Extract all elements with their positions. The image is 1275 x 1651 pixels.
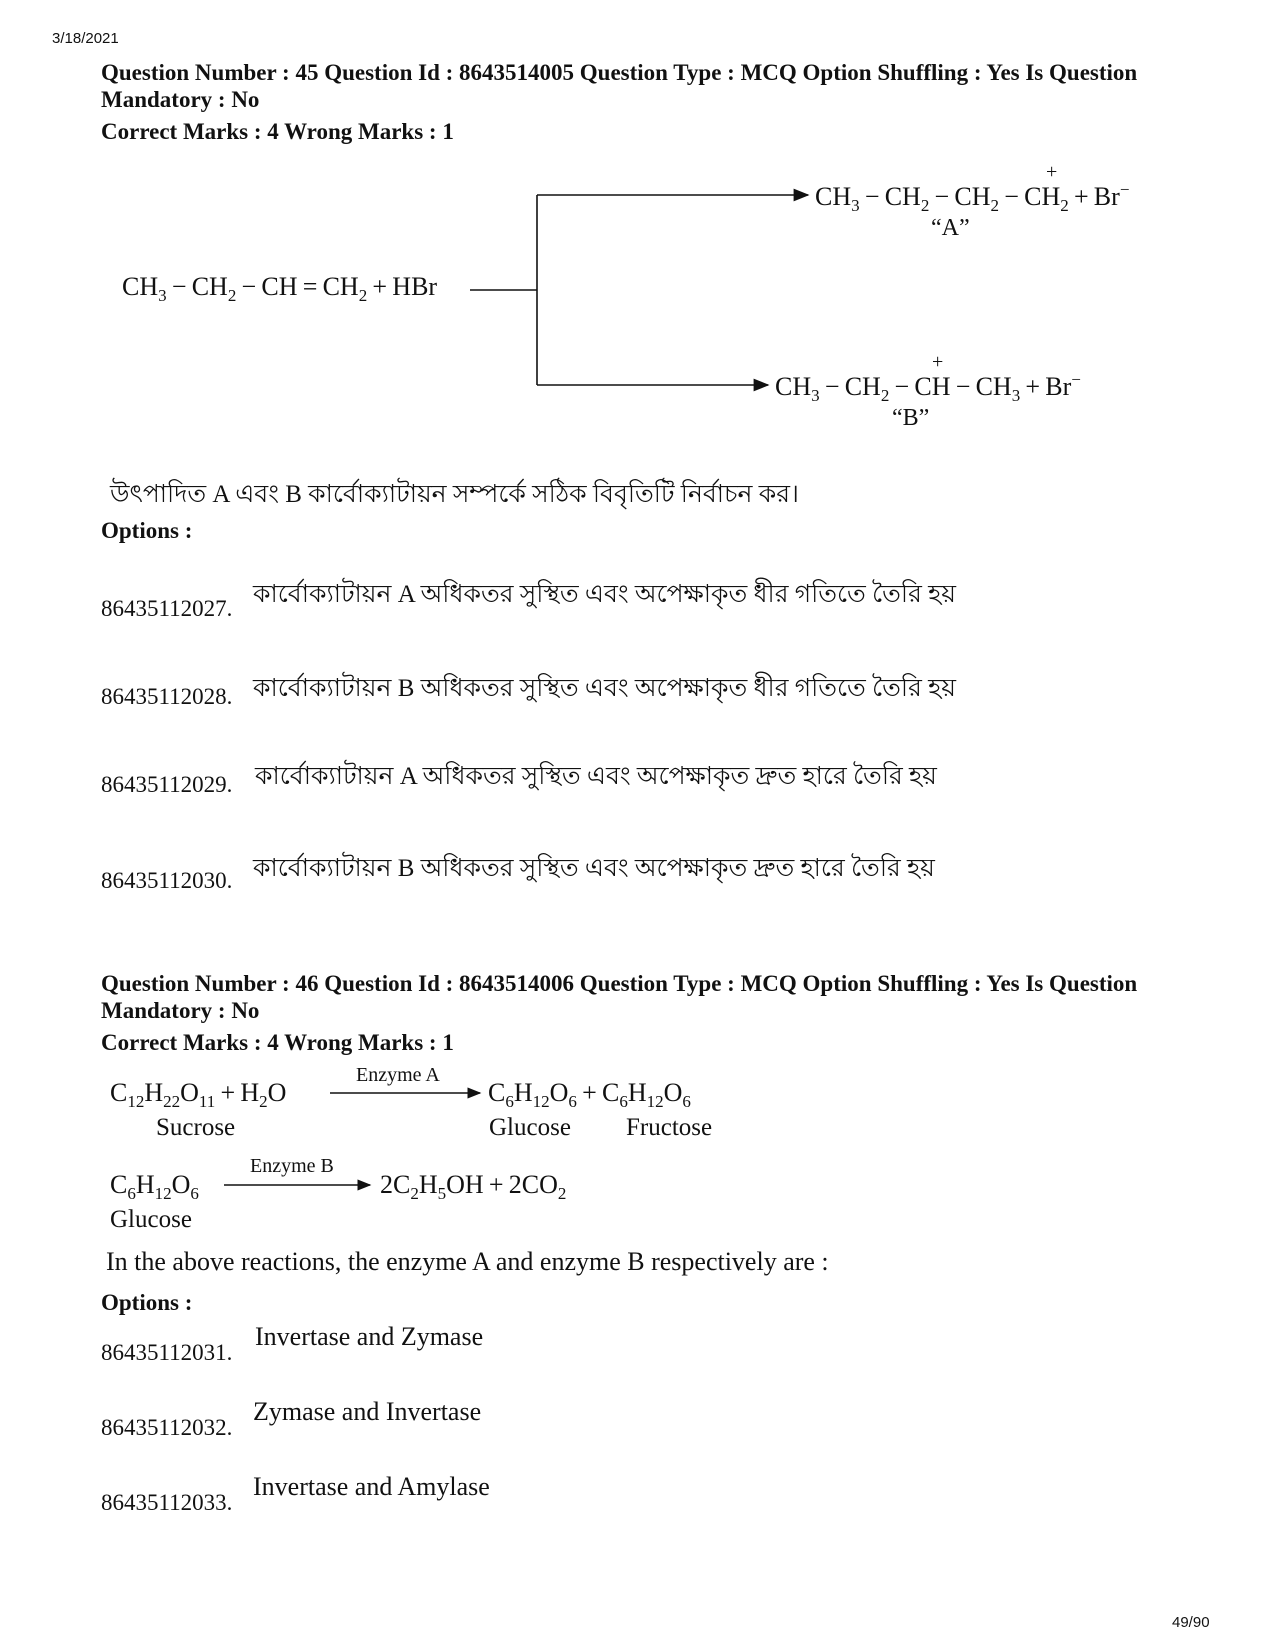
q45-marks: Correct Marks : 4 Wrong Marks : 1 [101,119,454,144]
q46-enzyme-a-label: Enzyme A [356,1064,440,1086]
q46-header: Question Number : 46 Question Id : 8643514006 Question Type : MCQ Option Shuffling : Yes Is Question Mandatory : No [101,971,1138,1023]
q46-glucose-label: Glucose [489,1114,571,1141]
q45-reactant: $CH_3 - CH_2$ − CH = $CH_2$ + HBr [122,272,438,305]
q45-label-a: “A” [931,215,970,241]
print-date: 3/18/2021 [52,30,119,47]
q45-header: Question Number : 45 Question Id : 8643514005 Question Type : MCQ Option Shuffling : Yes Is Question Mandatory : No [101,60,1138,112]
q46-reaction2-right: $2C_2H_5OH + 2CO_2$ [380,1170,567,1203]
q46-reaction2-left: $C_6H_{12}O_6$ [110,1170,199,1203]
q46-enzyme-b-label: Enzyme B [250,1155,334,1177]
option-id: 86435112033. [101,1490,233,1515]
q45-label-b: “B” [892,405,930,431]
q45-plus-charge-a: + [1046,161,1058,183]
option-text: কার্বোক্যাটায়ন B অধিকতর সুস্থিত এবং অপেক্ষাকৃত ধীর গতিতে তৈরি হয় [253,675,956,702]
q45-options-label: Options : [101,518,193,543]
q46-reaction1-right: $C_6H_{12}O_6 + C_6H_{12}O_6$ [488,1078,691,1111]
option-id: 86435112030. [101,868,233,893]
option-text: কার্বোক্যাটায়ন A অধিকতর সুস্থিত এবং অপেক্ষাকৃত ধীর গতিতে তৈরি হয় [253,581,956,608]
q45-product-b: $CH_3 - CH_2$ − CH − $CH_3 + Br^-$ [775,370,1081,405]
q46-options-label: Options : [101,1290,193,1315]
q46-marks: Correct Marks : 4 Wrong Marks : 1 [101,1030,454,1055]
option-id: 86435112028. [101,684,233,709]
option-id: 86435112032. [101,1415,233,1440]
option-id: 86435112029. [101,772,233,797]
q45-question-text: উৎপাদিত A এবং B কার্বোক্যাটায়ন সম্পর্কে সঠিক বিবৃতিটি নির্বাচন কর। [110,481,799,508]
option-text: Invertase and Amylase [253,1472,490,1501]
option-id: 86435112031. [101,1340,233,1365]
q46-reaction1-left: $C_{12}H_{22}O_{11} + H_2O$ [110,1078,287,1111]
option-text: Invertase and Zymase [255,1322,484,1351]
option-id: 86435112027. [101,596,233,621]
q45-product-a: $CH_3 - CH_2 - CH_2 - CH_2 + Br^-$ [815,180,1130,215]
q46-sucrose-label: Sucrose [156,1114,236,1141]
page-number: 49/90 [1172,1614,1210,1631]
option-text: Zymase and Invertase [253,1397,482,1426]
q46-glucose-label-2: Glucose [110,1206,192,1233]
q46-question-text: In the above reactions, the enzyme A and enzyme B respectively are : [106,1247,829,1276]
q46-fructose-label: Fructose [626,1114,713,1141]
option-text: কার্বোক্যাটায়ন A অধিকতর সুস্থিত এবং অপেক্ষাকৃত দ্রুত হারে তৈরি হয় [255,763,937,790]
option-text: কার্বোক্যাটায়ন B অধিকতর সুস্থিত এবং অপেক্ষাকৃত দ্রুত হারে তৈরি হয় [253,855,935,882]
q45-plus-charge-b: + [932,351,944,373]
